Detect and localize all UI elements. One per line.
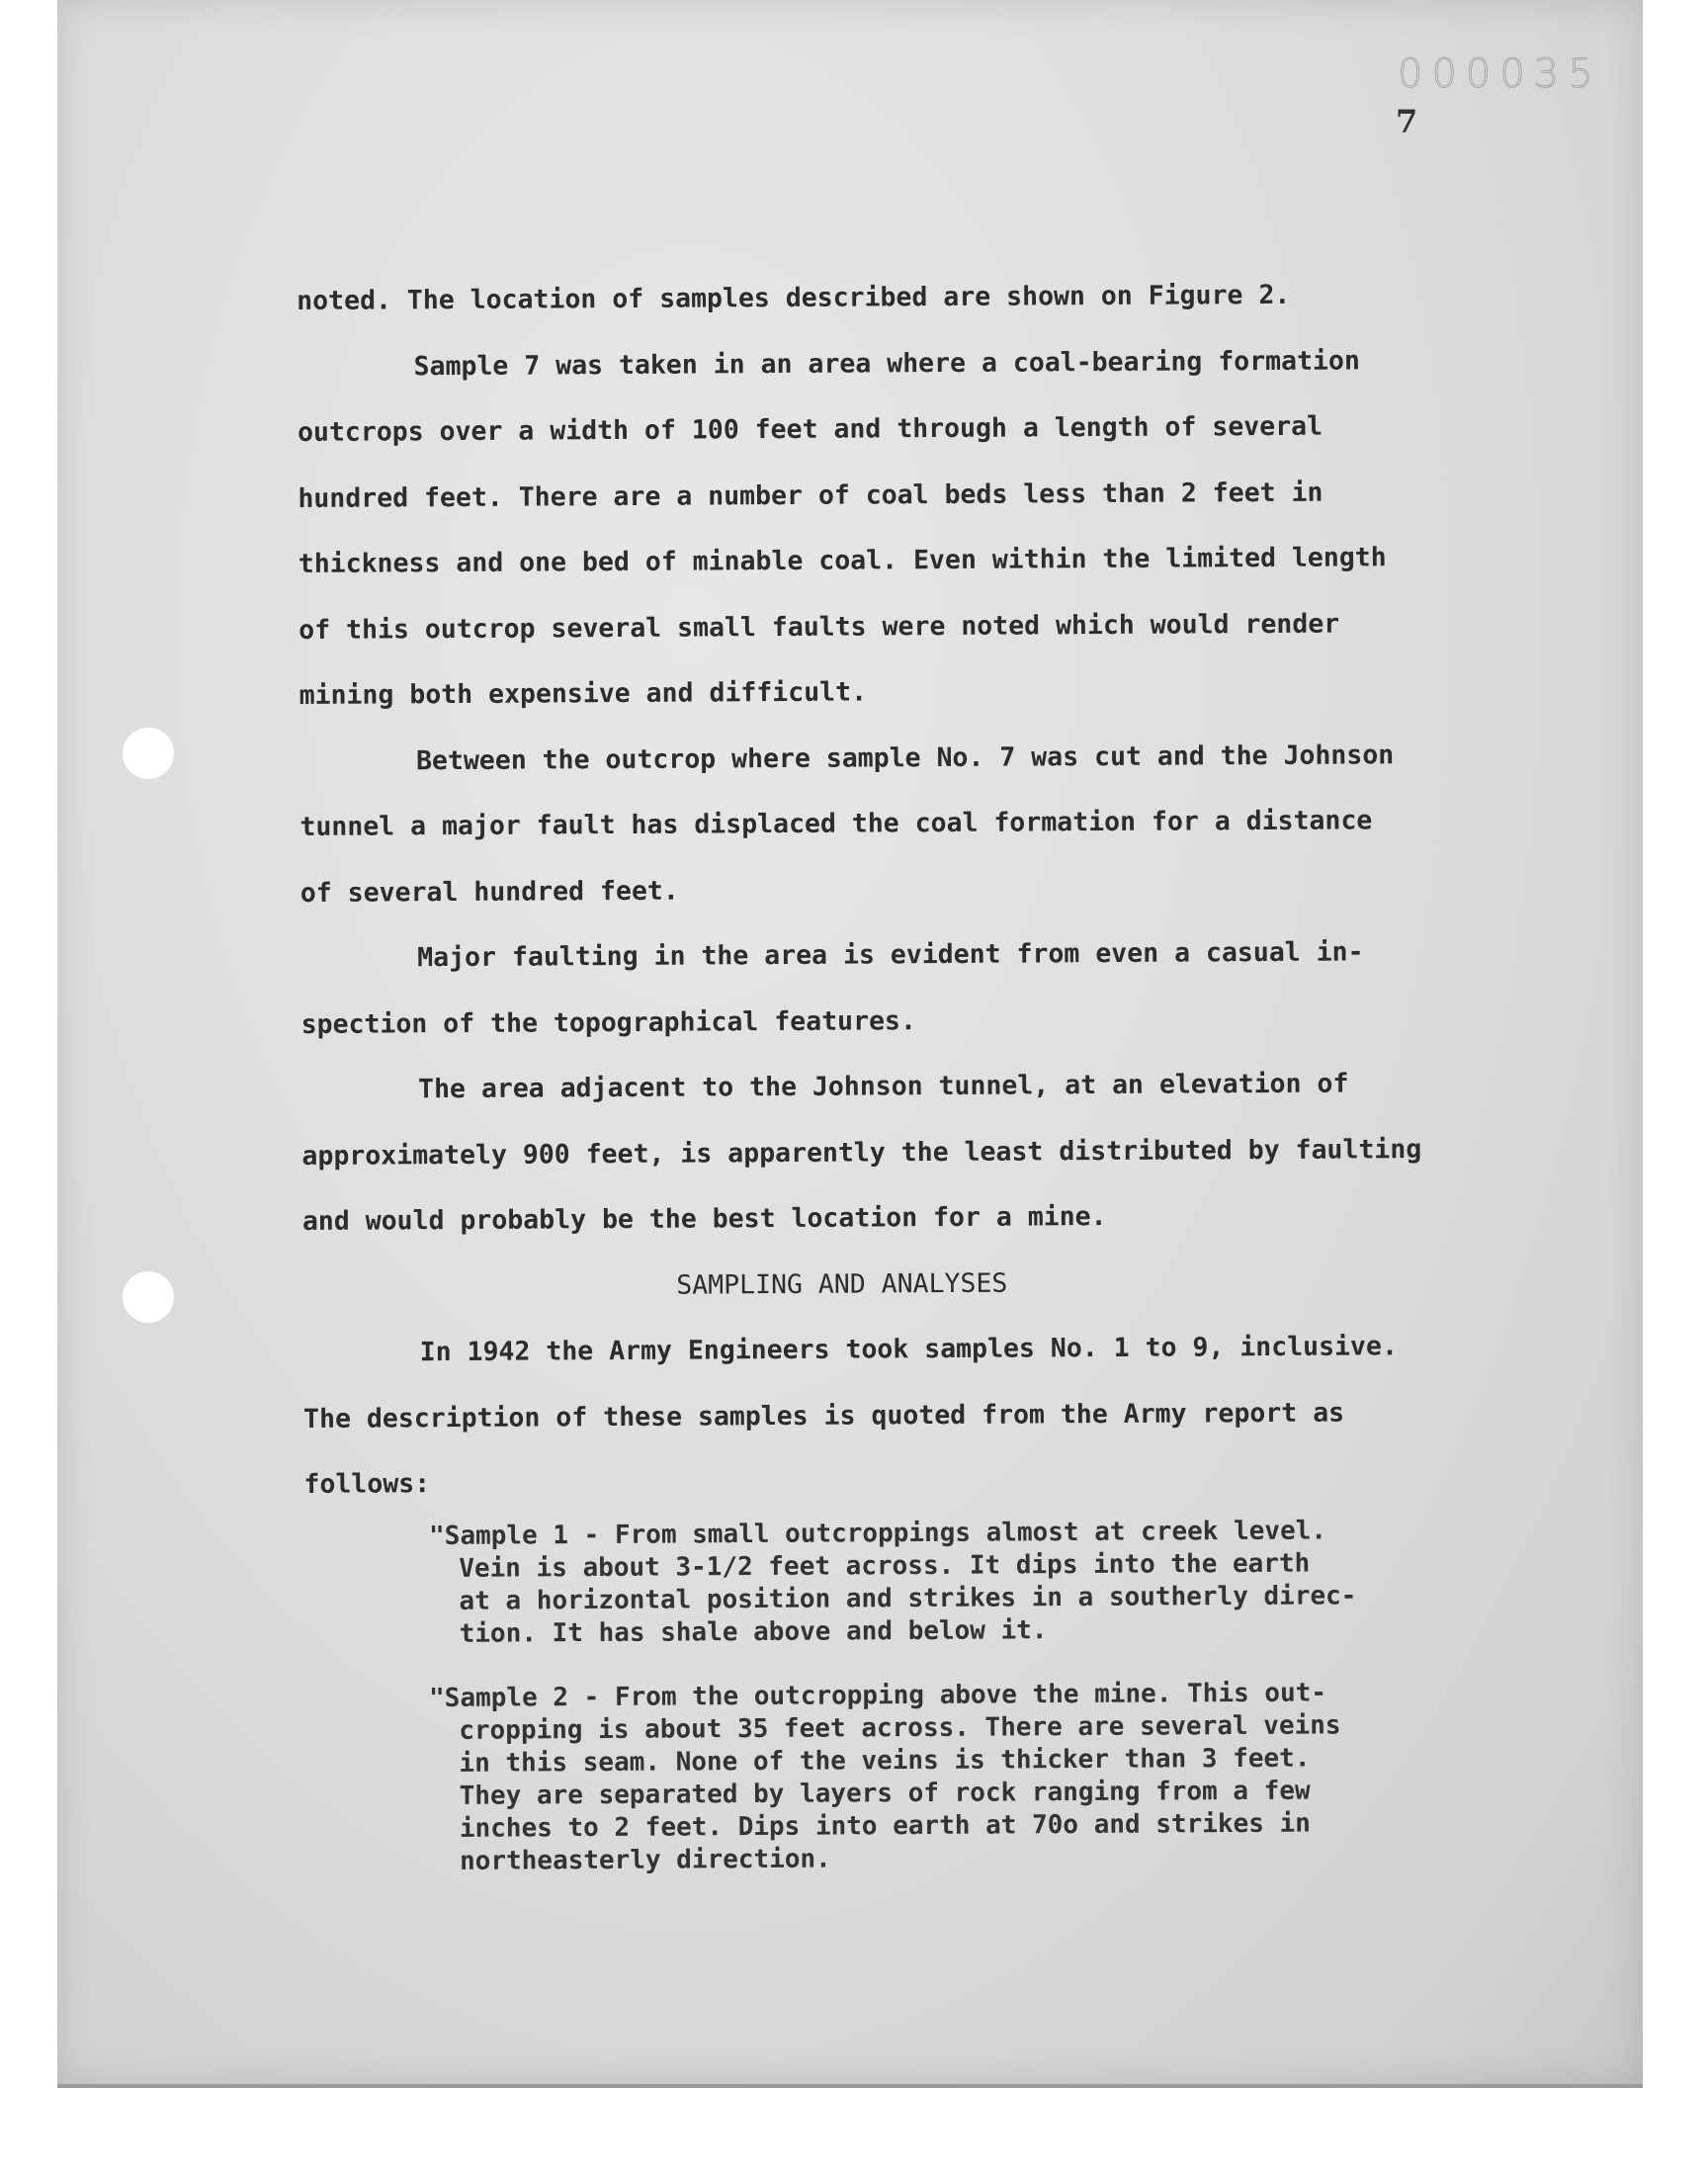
paragraph-line: hundred feet. There are a number of coal beds less than 2 feet in xyxy=(298,477,1324,514)
paragraph-line: noted. The location of samples described are shown on Figure 2. xyxy=(297,279,1291,316)
quote-line: cropping is about 35 feet across. There are several veins xyxy=(459,1710,1341,1746)
quote-line: They are separated by layers of rock ranging from a few xyxy=(459,1776,1311,1811)
paragraph-line: The area adjacent to the Johnson tunnel, at an elevation of xyxy=(417,1068,1349,1105)
quote-line: in this seam. None of the veins is thicker than 3 feet. xyxy=(459,1743,1311,1779)
paragraph-line: Sample 7 was taken in an area where a coal-bearing formation xyxy=(413,344,1360,382)
punch-hole-lower xyxy=(123,1271,174,1323)
paragraph-line: of several hundred feet. xyxy=(299,875,679,909)
section-heading: SAMPLING AND ANALYSES xyxy=(676,1267,1008,1301)
page-number: 7 xyxy=(1396,103,1418,140)
paragraph-line: Major faulting in the area is evident from even a casual in- xyxy=(417,936,1364,974)
paragraph-line: follows: xyxy=(303,1468,431,1500)
paragraph-line: thickness and one bed of minable coal. Even within the limited length xyxy=(298,542,1387,579)
paragraph-line: approximately 900 feet, is apparently the least distributed by faulting xyxy=(301,1133,1422,1172)
punch-hole-upper xyxy=(123,728,174,779)
quote-line: "Sample 2 - From the outcropping above the mine. This out- xyxy=(429,1678,1327,1713)
page-bottom-edge xyxy=(57,2084,1643,2088)
body-text xyxy=(297,262,1491,1519)
quote-line: tion. It has shale above and below it. xyxy=(459,1615,1048,1649)
quote-line: inches to 2 feet. Dips into earth at 70o and strikes in xyxy=(459,1808,1311,1844)
paragraph-line: Between the outcrop where sample No. 7 was cut and the Johnson xyxy=(415,739,1395,776)
paragraph-line: and would probably be the best location for a mine. xyxy=(301,1201,1107,1237)
document-stamp-number: 000035 xyxy=(1398,51,1602,97)
paragraph-line: The description of these samples is quoted from the Army report as xyxy=(303,1397,1345,1435)
sample-1-quote xyxy=(429,1515,1478,1651)
paragraph-line: mining both expensive and difficult. xyxy=(299,676,868,711)
paragraph-line: spection of the topographical features. xyxy=(300,1004,916,1040)
sample-2-quote xyxy=(429,1677,1478,1878)
quote-line: Vein is about 3-1/2 feet across. It dips into the earth xyxy=(459,1548,1311,1584)
quote-line: at a horizontal position and strikes in a southerly direc- xyxy=(459,1581,1357,1616)
quote-line: northeasterly direction. xyxy=(460,1844,831,1876)
paragraph-line: In 1942 the Army Engineers took samples No. 1 to 9, inclusive. xyxy=(419,1331,1398,1368)
paragraph-line: outcrops over a width of 100 feet and through a length of several xyxy=(297,410,1324,448)
quote-line: "Sample 1 - From small outcroppings almost at creek level. xyxy=(429,1516,1327,1551)
paragraph-line: of this outcrop several small faults were noted which would render xyxy=(299,608,1340,646)
paragraph-line: tunnel a major fault has displaced the coal formation for a distance xyxy=(299,805,1373,842)
